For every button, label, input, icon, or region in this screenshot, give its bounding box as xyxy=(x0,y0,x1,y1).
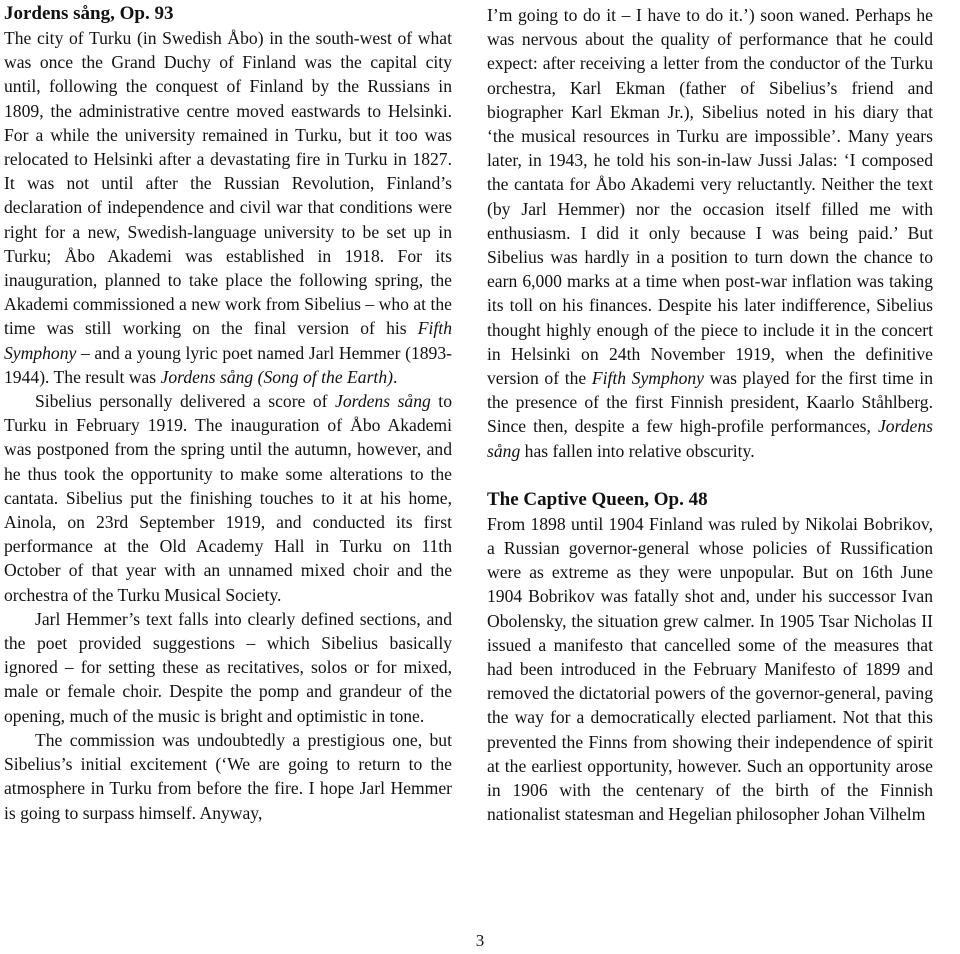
text-run: I’m going to do it – I have to do it.’) soon waned. Perhaps he was nervous about the quality of performance that he could expect: after receiving a letter from the conductor of the Turku orchestra, Karl Ekman (father of Sibelius’s friend and biographer Karl Ekman Jr.), Sibelius noted in his diary that ‘the musical resources in Turku are impossible’. Many years later, in 1943, he told his son-in-law Jussi Jalas: ‘I composed the cantata for Åbo Akademi very reluctantly. Neither the text (by Jarl Hemmer) nor the occasion itself filled me with enthusiasm. I did it only because I was being paid.’ But Sibelius was hardly in a position to turn down the chance to earn 6,000 marks at a time when post-war inflation was taking its toll on his finances. Despite his later indifference, Sibelius thought highly enough of the piece to include it in the concert in Helsinki on 24th November 1919, when the definitive version of the xyxy=(487,5,933,389)
text-run: to Turku in February 1919. The inauguration of Åbo Akademi was postponed from the spring until the autumn, however, and he thus took the opportunity to make some alterations to the cantata. Sibelius put the finishing touches to it at his home, Ainola, on 23rd September 1919, and conducted its first performance at the Old Academy Hall in Turku on 11th October of that year with an unnamed mixed choir and the orchestra of the Turku Musical Society. xyxy=(4,391,452,605)
paragraph xyxy=(487,3,933,463)
paragraph xyxy=(4,389,452,607)
paragraph xyxy=(4,26,452,389)
text-run: Jarl Hemmer’s text falls into clearly defined sections, and the poet provided suggestions – which Sibelius basically ignored – for setting these as recitatives, solos or for mixed, male or female choir. Despite the pomp and grandeur of the opening, much of the music is bright and optimistic in tone. xyxy=(4,608,452,726)
page-number: 3 xyxy=(475,931,485,950)
text-run: was played for the first time in the presence of the first Finnish president, Kaarlo Ståhlberg. Since then, despite a few high-profile performances, xyxy=(487,368,933,437)
section-heading-captive-queen: The Captive Queen, Op. 48 xyxy=(487,488,708,510)
left-column xyxy=(4,3,452,825)
paragraph xyxy=(487,512,933,827)
italic-title: Jordens sång (Song of the Earth) xyxy=(160,366,393,387)
text-run: . xyxy=(392,366,398,387)
text-run: The commission was undoubtedly a prestigious one, but Sibelius’s initial excitement (‘We are going to return to the atmosphere in Turku from before the fire. I hope Jarl Hemmer is going to surpass himself. Anyway, xyxy=(4,729,452,823)
text-run: has fallen into relative obscurity. xyxy=(520,440,755,461)
paragraph xyxy=(4,607,452,728)
text-run: The city of Turku (in Swedish Åbo) in the south-west of what was once the Grand Duchy of Finland was the capital city until, following the conquest of Finland by the Russians in 1809, the administrative centre moved eastwards to Helsinki. For a while the university remained in Turku, but it too was relocated to Helsinki after a devastating fire in Turku in 1827. It was not until after the Russian Revolution, Finland’s declaration of independence and civil war that conditions were right for a new, Swedish-language university to be set up in Turku; Åbo Akademi was established in 1918. For its inauguration, planned to take place the following spring, the Akademi commissioned a new work from Sibelius – who at the time was still working on the final version of his xyxy=(4,28,452,339)
italic-title: Jordens sång xyxy=(487,416,933,461)
right-column xyxy=(487,3,933,827)
italic-title: Jordens sång xyxy=(335,391,431,412)
italic-title: Fifth Symphony xyxy=(591,368,704,389)
text-run: – and a young lyric poet named Jarl Hemmer (1893-1944). The result was xyxy=(4,342,452,387)
section-heading-jordens-sang: Jordens sång, Op. 93 xyxy=(4,3,174,24)
text-run: Sibelius personally delivered a score of xyxy=(35,391,336,412)
paragraph xyxy=(4,728,452,825)
italic-title: Fifth Symphony xyxy=(4,318,452,363)
text-run: From 1898 until 1904 Finland was ruled by Nikolai Bobrikov, a Russian governor-general whose policies of Russification were as extreme as they were unpopular. But on 16th June 1904 Bobrikov was fatally shot and, under his successor Ivan Obolensky, the situation grew calmer. In 1905 Tsar Nicholas II issued a manifesto that cancelled some of the measures that had been introduced in the February Manifesto of 1899 and removed the dictatorial powers of the governor-general, paving the way for a democratically elected parliament. Not that this prevented the Finns from showing their independence of spirit at the earliest opportunity, however. Such an opportunity arose in 1906 with the centenary of the birth of the Finnish nationalist statesman and Hegelian philosopher Johan Vilhelm xyxy=(487,513,933,825)
